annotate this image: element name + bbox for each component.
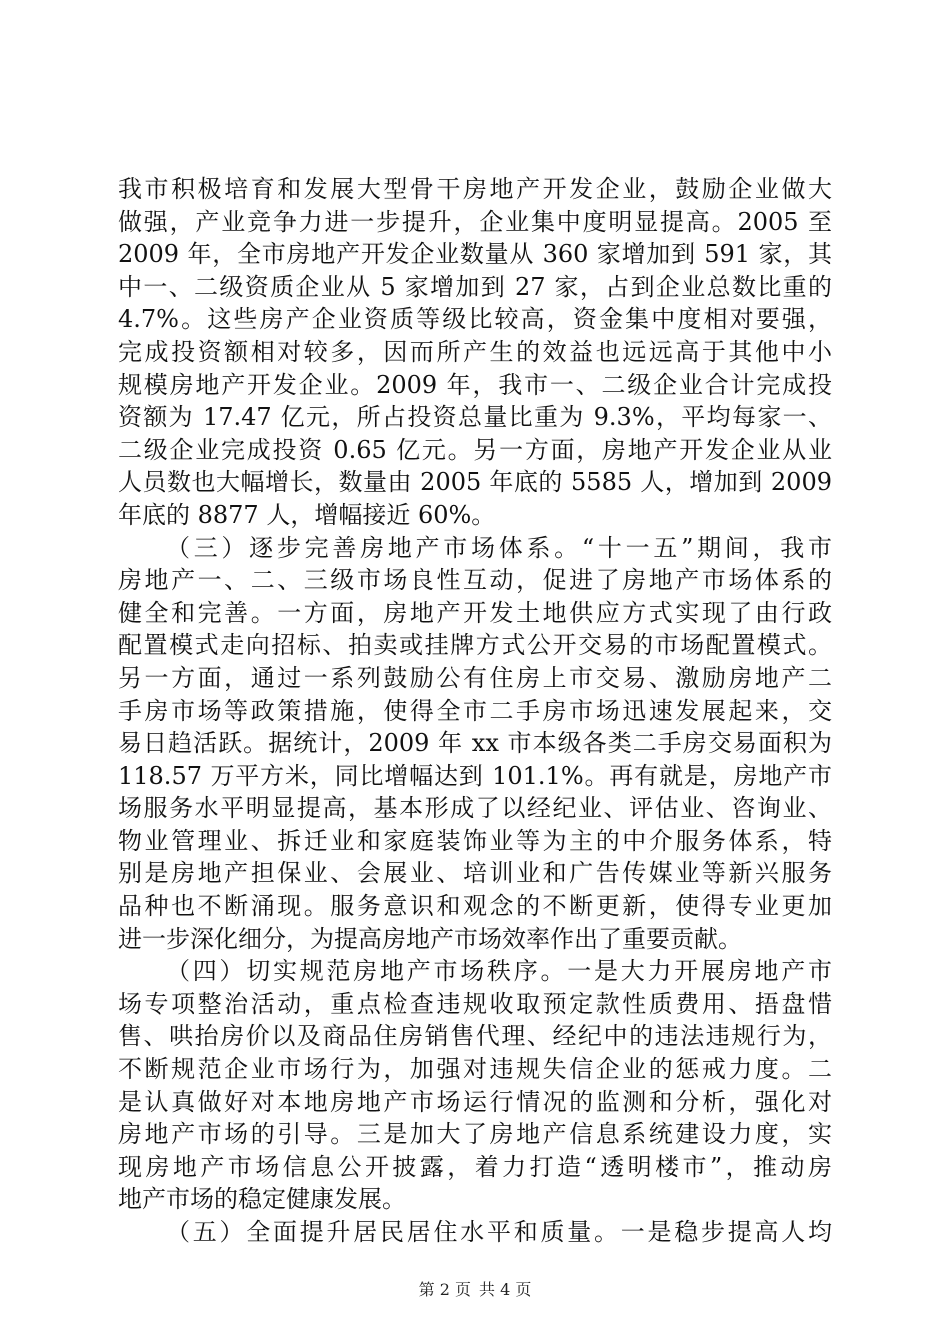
text-line: 人员数也大幅增长，数量由 2005 年底的 5585 人，增加到 2009 <box>118 468 832 497</box>
text-line: （五）全面提升居民居住水平和质量。一是稳步提高人均 <box>166 1218 832 1246</box>
page-total: 共 4 页 <box>479 1280 532 1299</box>
page-number: 第 2 页 <box>418 1280 471 1299</box>
text-line: 进一步深化细分，为提高房地产市场效率作出了重要贡献。 <box>118 924 742 953</box>
text-line: 手房市场等政策措施，使得全市二手房市场迅速发展起来，交 <box>118 696 832 725</box>
text-line: 是认真做好对本地房地产市场运行情况的监测和分析，强化对 <box>118 1087 832 1116</box>
text-line: 售、哄抬房价以及商品住房销售代理、经纪中的违法违规行为， <box>118 1022 832 1051</box>
text-line: 中一、二级资质企业从 5 家增加到 27 家，占到企业总数比重的 <box>118 272 832 301</box>
text-line: 物业管理业、拆迁业和家庭装饰业等为主的中介服务体系，特 <box>118 826 832 855</box>
text-line: （三）逐步完善房地产市场体系。“十一五”期间，我市 <box>166 533 832 562</box>
text-line: 品种也不断涌现。服务意识和观念的不断更新，使得专业更加 <box>118 892 832 921</box>
text-line: 别是房地产担保业、会展业、培训业和广告传媒业等新兴服务 <box>118 859 832 888</box>
text-line: 年底的 8877 人，增幅接近 60%。 <box>118 500 496 529</box>
text-line: 2009 年，全市房地产开发企业数量从 360 家增加到 591 家，其 <box>118 240 832 269</box>
document-body <box>118 173 832 1249</box>
text-line: 场专项整治活动，重点检查违规收取预定款性质费用、捂盘惜 <box>118 989 832 1018</box>
text-line: 不断规范企业市场行为，加强对违规失信企业的惩戒力度。二 <box>118 1055 832 1084</box>
text-line: 房地产一、二、三级市场良性互动，促进了房地产市场体系的 <box>118 566 832 595</box>
text-line: 我市积极培育和发展大型骨干房地产开发企业，鼓励企业做大 <box>118 175 832 203</box>
text-line: 118.57 万平方米，同比增幅达到 101.1%。再有就是，房地产市 <box>118 761 832 790</box>
text-line: 二级企业完成投资 0.65 亿元。另一方面，房地产开发企业从业 <box>118 435 832 464</box>
text-line: 资额为 17.47 亿元，所占投资总量比重为 9.3%，平均每家一、 <box>118 403 832 432</box>
text-line: 现房地产市场信息公开披露，着力打造“透明楼市”，推动房 <box>118 1152 832 1181</box>
text-line: 另一方面，通过一系列鼓励公有住房上市交易、激励房地产二 <box>118 663 832 692</box>
text-line: 做强，产业竞争力进一步提升，企业集中度明显提高。2005 至 <box>118 207 832 236</box>
text-line: 房地产市场的引导。三是加大了房地产信息系统建设力度，实 <box>118 1120 832 1149</box>
text-line: 地产市场的稳定健康发展。 <box>118 1185 406 1214</box>
text-line: 规模房地产开发企业。2009 年，我市一、二级企业合计完成投 <box>118 370 832 399</box>
text-line: （四）切实规范房地产市场秩序。一是大力开展房地产市 <box>166 957 832 986</box>
text-line: 场服务水平明显提高，基本形成了以经纪业、评估业、咨询业、 <box>118 794 832 823</box>
text-line: 4.7%。这些房产企业资质等级比较高，资金集中度相对要强， <box>118 305 832 334</box>
page-footer <box>0 1280 950 1300</box>
text-line: 易日趋活跃。据统计，2009 年 xx 市本级各类二手房交易面积为 <box>118 729 832 758</box>
text-line: 健全和完善。一方面，房地产开发土地供应方式实现了由行政 <box>118 598 832 627</box>
text-line: 完成投资额相对较多，因而所产生的效益也远远高于其他中小 <box>118 337 832 366</box>
text-line: 配置模式走向招标、拍卖或挂牌方式公开交易的市场配置模式。 <box>118 631 832 660</box>
